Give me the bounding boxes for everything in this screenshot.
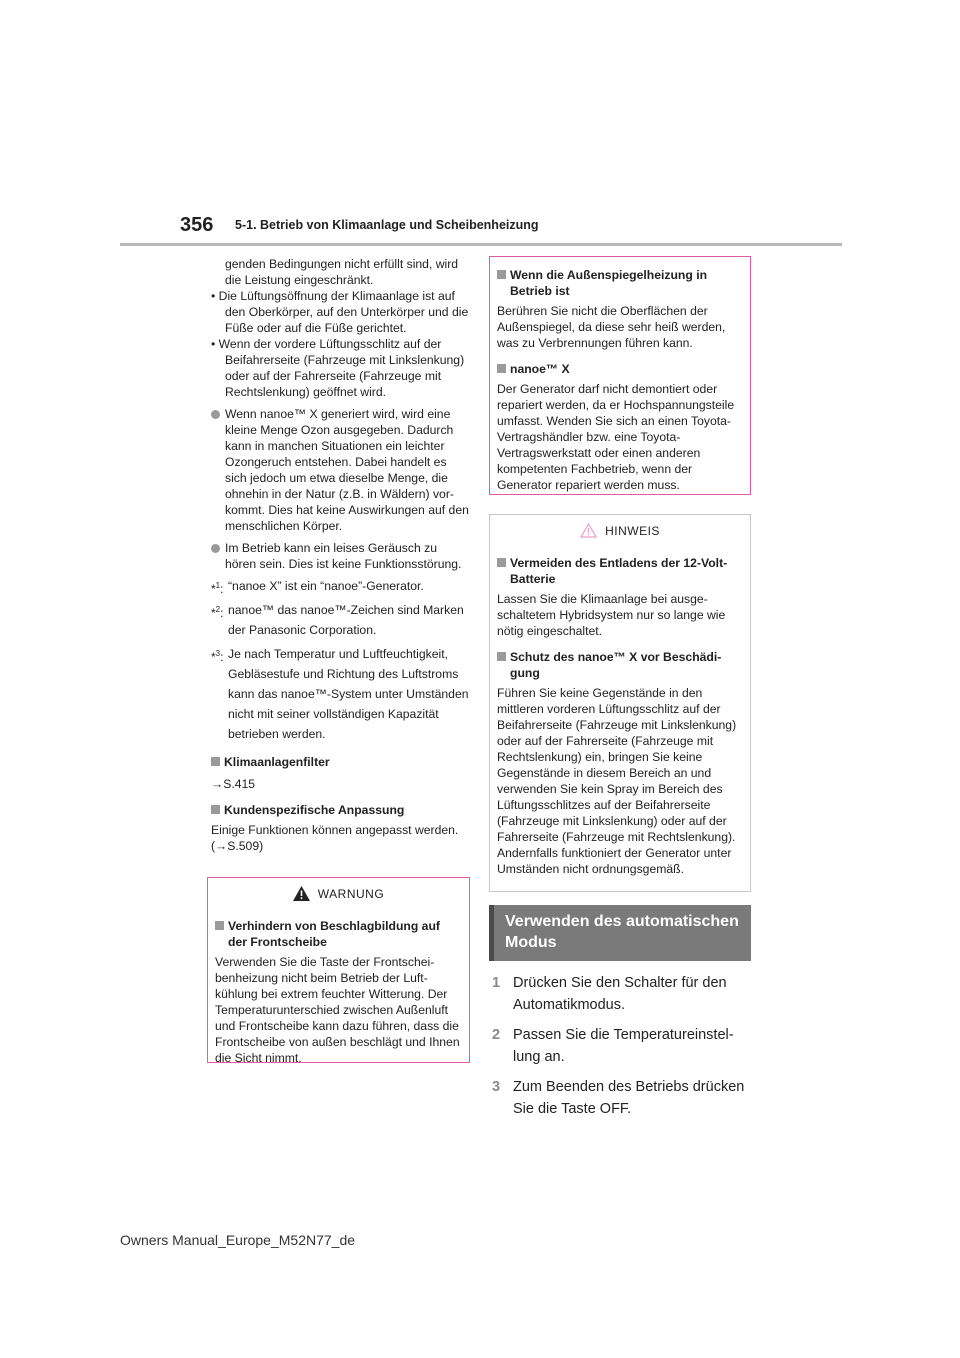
square-bullet-icon (497, 364, 506, 373)
warning-text: Verwenden Sie die Taste der Frontscheibenheizung nicht beim Betrieb der Luftkühlung bei extrem feuchter Witterung. Der Temperaturunterschied zwischen Außenluft und Frontscheibe kann dazu führen, dass die Frontscheibe von außen beschlägt und Ihnen die Sicht nimmt. (215, 955, 460, 1065)
step-item: 2 Passen Sie die Temperatureinstellung an. (492, 1027, 734, 1065)
bullet-item: • Wenn der vordere Lüftungsschlitz auf der Beifahrerseite (Fahrzeuge mit Linkslenkung) oder auf der Fahrerseite (Fahrzeuge mit Rechtslenkung) geöffnet wird. (211, 337, 465, 399)
subheading-customization: Kundenspezifische Anpassung (211, 802, 471, 818)
page-number: 356 (180, 214, 214, 236)
square-bullet-icon (215, 921, 224, 930)
warning-text: Berühren Sie nicht die Oberflächen der Außenspiegel, da diese sehr heiß werden, was zu Verbrennungen führen kann. (497, 304, 726, 350)
customization-text: Einige Funktionen können angepasst werden. (→S.509) (211, 823, 459, 853)
warning-box-continued (489, 256, 751, 495)
footnote: *$^1$: “nanoe X” ist ein “nanoe”-Generator. (211, 579, 424, 596)
section-title: 5-1. Betrieb von Klimaanlage und Scheibenheizung (235, 218, 539, 232)
step-item: 1 Drücken Sie den Schalter für den Automatikmodus. (492, 975, 727, 1013)
warning-subheading: Verhindern von Beschlagbildung auf der Frontscheibe (215, 918, 462, 950)
circle-bullet-icon (211, 544, 220, 553)
subheading-filter: Klimaanlagenfilter (211, 754, 471, 770)
notice-label: HINWEIS (497, 521, 743, 545)
continued-text: genden Bedingungen nicht erfüllt sind, wird die Leistung eingeschränkt. (225, 257, 459, 287)
bullet-item: • Die Lüftungsöffnung der Klimaanlage ist auf den Oberkörper, auf den Unterkörper und die Füße oder auf die Füße gerichtet. (211, 289, 469, 335)
square-bullet-icon (497, 270, 506, 279)
warning-triangle-icon (293, 886, 310, 901)
notice-subheading: Schutz des nanoe™ X vor Beschädigung (497, 649, 743, 681)
auto-mode-heading: Verwenden des automatischen Modus (489, 905, 751, 961)
square-bullet-icon (497, 558, 506, 567)
circle-bullet-icon (211, 410, 220, 419)
square-bullet-icon (211, 757, 220, 766)
warning-subheading: Wenn die Außenspiegelheizung in Betrieb ist (497, 267, 743, 299)
footer-text: Owners Manual_Europe_M52N77_de (120, 1232, 356, 1248)
notice-box (489, 514, 751, 892)
notice-text: Lassen Sie die Klimaanlage bei ausgeschaltetem Hybridsystem nur so lange wie nötig eingeschaltet. (497, 592, 726, 638)
footnote: *$^2$: nanoe™ das nanoe™-Zeichen sind Marken der Panasonic Corporation. (211, 603, 464, 637)
warning-text: Der Generator darf nicht demontiert oder repariert werden, da er Hochspannungsteile umfasst. Wenden Sie sich an einen Toyota-Vertragshändler bzw. eine Toyota-Vertragswerkstatt oder einen anderen kompetenten Fachbetrieb, wenn der Generator repariert werden muss. (497, 382, 735, 492)
auto-mode-steps (492, 964, 754, 1120)
square-bullet-icon (497, 652, 506, 661)
left-column (211, 256, 471, 854)
square-bullet-icon (211, 805, 220, 814)
heading-accent-bar (489, 905, 494, 961)
step-item: 3 Zum Beenden des Betriebs drücken Sie die Taste OFF. (492, 1079, 745, 1117)
header-rule (120, 243, 842, 246)
footnote: *$^3$: Je nach Temperatur und Luftfeuchtigkeit, Gebläsestufe und Richtung des Luftstroms kann das nanoe™-System unter Umständen nicht mit seiner vollständigen Kapazität betrieben werden. (211, 647, 469, 741)
notice-triangle-icon (580, 523, 597, 538)
warning-label: WARNUNG (215, 884, 462, 908)
notice-text: Führen Sie keine Gegenstände in den mittleren vorderen Lüftungsschlitz auf der Beifahrerseite (Fahrzeuge mit Linkslenkung) oder auf der Fahrerseite (Fahrzeuge mit Rechtslenkung) ein, bringen Sie keine Gegenstände in diesem Bereich an und verwenden Sie kein Spray im Bereich des Lüftungsschlitzes auf der Beifahrerseite (Fahrzeuge mit Linkslenkung) oder auf der Fahrerseite (Fahrzeuge mit Rechtslenkung). Andernfalls funktioniert der Generator unter Umständen nicht ordnungsgemäß. (497, 686, 737, 876)
circle-list-item: Im Betrieb kann ein leises Geräusch zu hören sein. Dies ist keine Funktionsstörung. (211, 540, 471, 572)
warning-subheading: nanoe™ X (497, 361, 743, 377)
circle-list-item: Wenn nanoe™ X generiert wird, wird eine kleine Menge Ozon ausgegeben. Dadurch kann in manchen Situationen ein leichter Ozongeruch entstehen. Dabei handelt es sich jedoch um etwa dieselbe Menge, die ohnehin in der Natur (z.B. in Wäldern) vorkommt. Dies hat keine Auswirkungen auf den menschlichen Körper. (211, 406, 471, 534)
warning-box (207, 877, 470, 1063)
notice-subheading: Vermeiden des Entladens der 12-Volt-Batterie (497, 555, 743, 587)
filter-reference-link[interactable]: →S.415 (211, 777, 256, 791)
